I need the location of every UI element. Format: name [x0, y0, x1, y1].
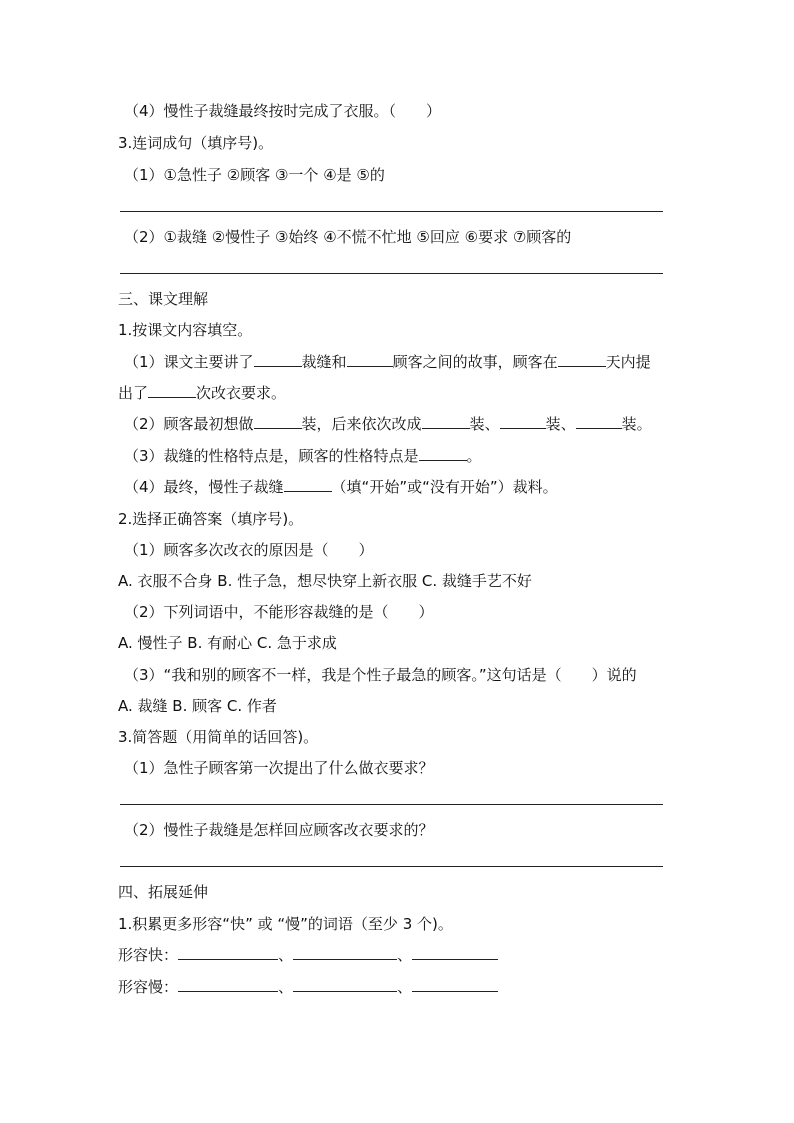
fill-blank-line-1: （1）课文主要讲了 裁缝和 顾客之间的故事，顾客在 天内提: [124, 353, 651, 371]
blank[interactable]: [178, 977, 278, 992]
choice-options-1: A. 衣服不合身 B. 性子急，想尽快穿上新衣服 C. 裁缝手艺不好: [118, 572, 532, 590]
extension-heading: 四、拓展延伸: [118, 883, 209, 901]
blank[interactable]: [178, 945, 278, 960]
answer-line[interactable]: [120, 804, 663, 805]
fill-blank-line-5: （4）最终，慢性子裁缝 （填“开始”或“没有开始”）裁料。: [124, 478, 558, 496]
blank[interactable]: [412, 977, 498, 992]
word-order-item-2: （2）①裁缝 ②慢性子 ③始终 ④不慌不忙地 ⑤回应 ⑥要求 ⑦顾客的: [124, 228, 572, 246]
choice-question-2: （2）下列词语中，不能形容裁缝的是（ ）: [124, 603, 434, 621]
blank[interactable]: [293, 945, 397, 960]
short-answer-question-2: （2）慢性子裁缝是怎样回应顾客改衣要求的？: [124, 821, 434, 839]
comprehension-heading: 三、课文理解: [118, 290, 209, 308]
word-accumulation-title: 1.积累更多形容“快” 或 “慢”的词语（至少 3 个)。: [118, 915, 453, 933]
section-3-title: 3.连词成句（填序号)。: [118, 134, 274, 152]
blank[interactable]: [500, 414, 546, 429]
slow-words-line: 形容慢： 、 、: [118, 977, 498, 997]
short-answer-title: 3.简答题（用简单的话回答)。: [118, 728, 319, 746]
answer-line[interactable]: [120, 273, 663, 274]
fill-blank-title: 1.按课文内容填空。: [118, 321, 253, 339]
choice-options-3: A. 裁缝 B. 顾客 C. 作者: [118, 697, 277, 715]
blank[interactable]: [284, 477, 332, 492]
answer-line[interactable]: [120, 211, 663, 212]
blank[interactable]: [254, 414, 302, 429]
blank[interactable]: [148, 383, 196, 398]
fill-blank-line-4: （3）裁缝的性格特点是，顾客的性格特点是 。: [124, 447, 482, 465]
blank[interactable]: [576, 414, 622, 429]
blank[interactable]: [412, 945, 498, 960]
fill-blank-line-3: （2）顾客最初想做 装，后来依次改成 装、 装、 装。: [124, 415, 652, 433]
blank[interactable]: [347, 352, 393, 367]
blank[interactable]: [293, 977, 397, 992]
blank[interactable]: [254, 352, 302, 367]
choice-question-1: （1）顾客多次改衣的原因是（ ）: [124, 541, 374, 559]
question-4-true-false: （4）慢性子裁缝最终按时完成了衣服。（ ）: [124, 102, 442, 120]
fill-blank-line-2: 出了 次改衣要求。: [118, 384, 287, 402]
choice-question-3: （3）“我和别的顾客不一样，我是个性子最急的顾客。”这句话是（ ）说的: [124, 666, 637, 684]
word-order-item-1: （1）①急性子 ②顾客 ③一个 ④是 ⑤的: [124, 166, 385, 184]
multiple-choice-title: 2.选择正确答案（填序号)。: [118, 510, 304, 528]
answer-line[interactable]: [120, 866, 663, 867]
fast-words-line: 形容快： 、 、: [118, 945, 498, 965]
blank[interactable]: [558, 352, 606, 367]
short-answer-question-1: （1）急性子顾客第一次提出了什么做衣要求？: [124, 759, 434, 777]
choice-options-2: A. 慢性子 B. 有耐心 C. 急于求成: [118, 634, 337, 652]
blank[interactable]: [422, 414, 470, 429]
blank[interactable]: [419, 446, 467, 461]
